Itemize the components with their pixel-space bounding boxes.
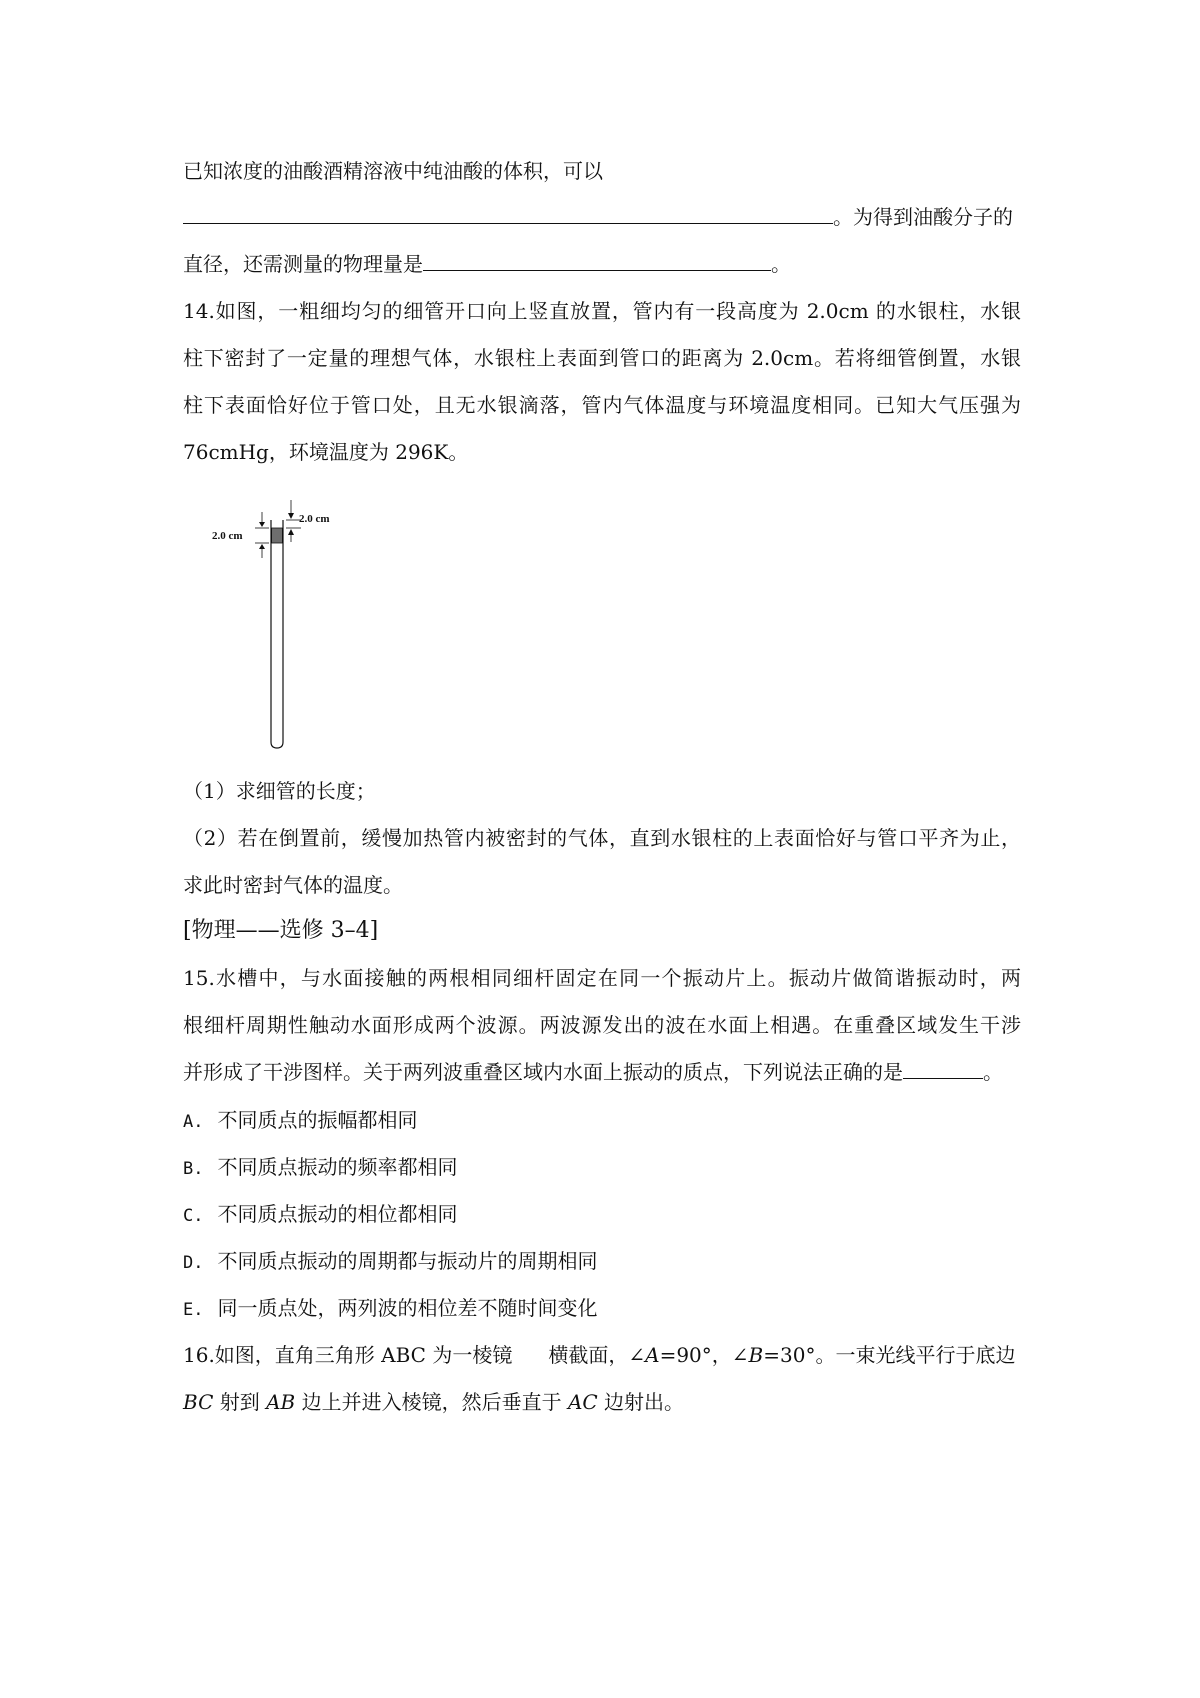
label-right-distance: 2.0 cm [299, 513, 330, 525]
q15-line-1: 15.水槽中，与水面接触的两根相同细杆固定在同一个振动片上。振动片做简谐振动时，两 [183, 966, 1021, 990]
var-a: A [645, 1343, 660, 1367]
arrow-up-icon [288, 529, 294, 535]
tube-figure [205, 496, 365, 752]
q16-text: =90°，∠ [659, 1343, 749, 1367]
var-ac: AC [567, 1390, 598, 1414]
option-text: 不同质点振动的相位都相同 [217, 1202, 458, 1226]
q14-line-3: 柱下表面恰好位于管口处，且无水银滴落，管内气体温度与环境温度相同。已知大气压强为 [183, 393, 1021, 417]
text-line-3 [183, 250, 791, 278]
option-text: 不同质点振动的频率都相同 [217, 1155, 458, 1179]
q14-sub-1: （1）求细管的长度； [183, 779, 376, 803]
text-line-2-suffix: 。为得到油酸分子的 [833, 205, 1013, 229]
q14-sub-2-line-1: （2）若在倒置前，缓慢加热管内被密封的气体，直到水银柱的上表面恰好与管口平齐为止， [183, 826, 1021, 850]
option-b[interactable] [183, 1153, 457, 1183]
option-text: 同一质点处，两列波的相位差不随时间变化 [217, 1296, 598, 1320]
option-c[interactable] [183, 1200, 457, 1230]
text-line-2 [183, 203, 1013, 231]
answer-blank-2[interactable] [423, 250, 771, 271]
text-line-3-prefix: 直径，还需测量的物理量是 [183, 252, 423, 276]
q14-line-2: 柱下密封了一定量的理想气体，水银柱上表面到管口的距离为 2.0cm。若将细管倒置，水银 [183, 346, 1021, 370]
arrow-up-icon [259, 544, 265, 549]
section-heading: [物理——选修 3–4] [183, 918, 379, 943]
option-e[interactable] [183, 1294, 597, 1324]
q16-text: 边上并进入棱镜，然后垂直于 [295, 1390, 568, 1414]
q16-text: 横截面，∠ [548, 1343, 646, 1367]
q14-line-1: 14.如图，一粗细均匀的细管开口向上竖直放置，管内有一段高度为 2.0cm 的水银柱，水银 [183, 299, 1021, 323]
q16-text: =30°。一束光线平行于底边 [763, 1343, 1016, 1367]
option-letter: E. [183, 1300, 204, 1320]
label-left-height: 2.0 cm [212, 530, 243, 542]
arrow-down-icon [259, 522, 265, 527]
option-letter: A. [183, 1112, 204, 1132]
option-text: 不同质点振动的周期都与振动片的周期相同 [217, 1249, 598, 1273]
tube-bottom [271, 742, 283, 748]
var-ab: AB [266, 1390, 296, 1414]
q14-line-4: 76cmHg，环境温度为 296K。 [183, 440, 469, 464]
q16-line-2 [183, 1388, 684, 1416]
q16-text: 射到 [213, 1390, 267, 1414]
q16-text: 边射出。 [597, 1390, 685, 1414]
arrow-down-icon [288, 513, 294, 519]
option-a[interactable] [183, 1106, 417, 1136]
answer-blank-1[interactable] [183, 203, 833, 224]
q15-line-3 [183, 1058, 1003, 1086]
mercury-column [272, 528, 283, 543]
answer-blank-3[interactable] [903, 1058, 983, 1079]
option-d[interactable] [183, 1247, 597, 1277]
q14-sub-2-line-2: 求此时密封气体的温度。 [183, 873, 403, 897]
option-letter: B. [183, 1159, 204, 1179]
var-bc: BC [183, 1390, 214, 1414]
option-text: 不同质点的振幅都相同 [217, 1108, 418, 1132]
q16-text: 16.如图，直角三角形 ABC 为一棱镜 [183, 1343, 513, 1367]
text-line-1: 已知浓度的油酸酒精溶液中纯油酸的体积，可以 [183, 159, 603, 183]
text-line-3-suffix: 。 [771, 252, 791, 276]
option-letter: C. [183, 1206, 204, 1226]
q16-line-1 [183, 1341, 1015, 1369]
q15-line-2: 根细杆周期性触动水面形成两个波源。两波源发出的波在水面上相遇。在重叠区域发生干涉 [183, 1013, 1021, 1037]
q15-line-3-suffix: 。 [983, 1060, 1003, 1084]
option-letter: D. [183, 1253, 204, 1273]
var-b: B [748, 1343, 764, 1367]
q15-line-3-prefix: 并形成了干涉图样。关于两列波重叠区域内水面上振动的质点，下列说法正确的是 [183, 1060, 903, 1084]
